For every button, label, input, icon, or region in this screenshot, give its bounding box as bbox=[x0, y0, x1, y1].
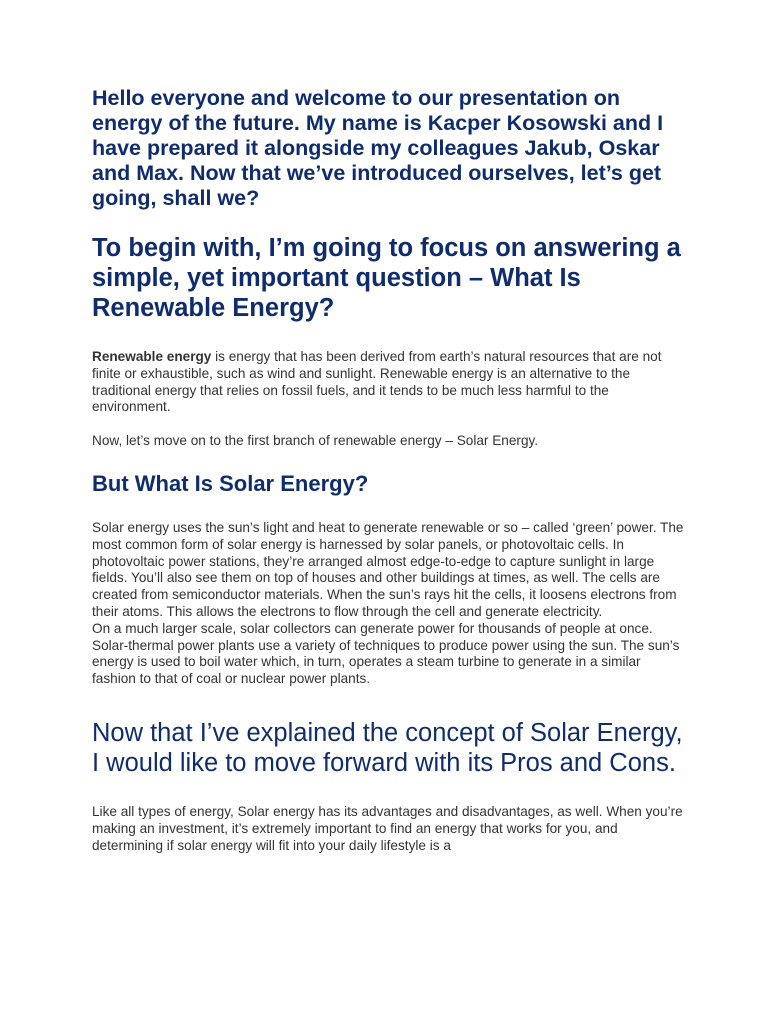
pros-cons-paragraph: Like all types of energy, Solar energy has its advantages and disadvantages, as well. When you’re making an investment, it’s extremely important to find an energy that works for you, and determining if solar energy will fit into your daily lifestyle is a bbox=[92, 803, 683, 853]
renewable-definition-text: is energy that has been derived from earth’s natural resources that are not finite or exhaustible, such as wind and sunlight. Renewable energy is an alternative to the traditional energy that relies on fossil fuels, and it tends to be much less harmful to the environment. bbox=[92, 349, 662, 415]
section-heading-pros-cons: Now that I’ve explained the concept of Solar Energy, I would like to move forward with its Pros and Cons. bbox=[92, 718, 683, 777]
intro-heading: Hello everyone and welcome to our presentation on energy of the future. My name is Kacper Kosowski and I have prepared it alongside my colleagues Jakub, Oskar and Max. Now that we’ve introduced ourselves, let’s get going, shall we? bbox=[92, 86, 664, 210]
transition-paragraph: Now, let’s move on to the first branch of renewable energy – Solar Energy. bbox=[92, 433, 539, 449]
renewable-definition-paragraph bbox=[92, 349, 688, 416]
renewable-definition-term: Renewable energy bbox=[92, 349, 212, 364]
document-page bbox=[92, 86, 688, 854]
section-heading-solar: But What Is Solar Energy? bbox=[92, 470, 369, 496]
solar-paragraph-2: On a much larger scale, solar collectors can generate power for thousands of people at once. Solar-thermal power plants use a variety of techniques to produce power using the sun. The sun’s energy is used to boil water which, in turn, operates a steam turbine to generate in a similar fashion to that of coal or nuclear power plants. bbox=[92, 620, 680, 687]
section-heading-renewable: To begin with, I’m going to focus on answering a simple, yet important question – What Is Renewable Energy? bbox=[92, 234, 681, 322]
solar-paragraph-1: Solar energy uses the sun’s light and heat to generate renewable or so – called ‘green’ power. The most common form of solar energy is harnessed by solar panels, or photovoltaic cells. In photovoltaic power stations, they’re arranged almost edge-to-edge to capture sunlight in large fields. You’ll also see them on top of houses and other buildings at times, as well. The cells are created from semiconductor materials. When the sun’s rays hit the cells, it loosens electrons from their atoms. This allows the electrons to flow through the cell and generate electricity. bbox=[92, 519, 684, 619]
